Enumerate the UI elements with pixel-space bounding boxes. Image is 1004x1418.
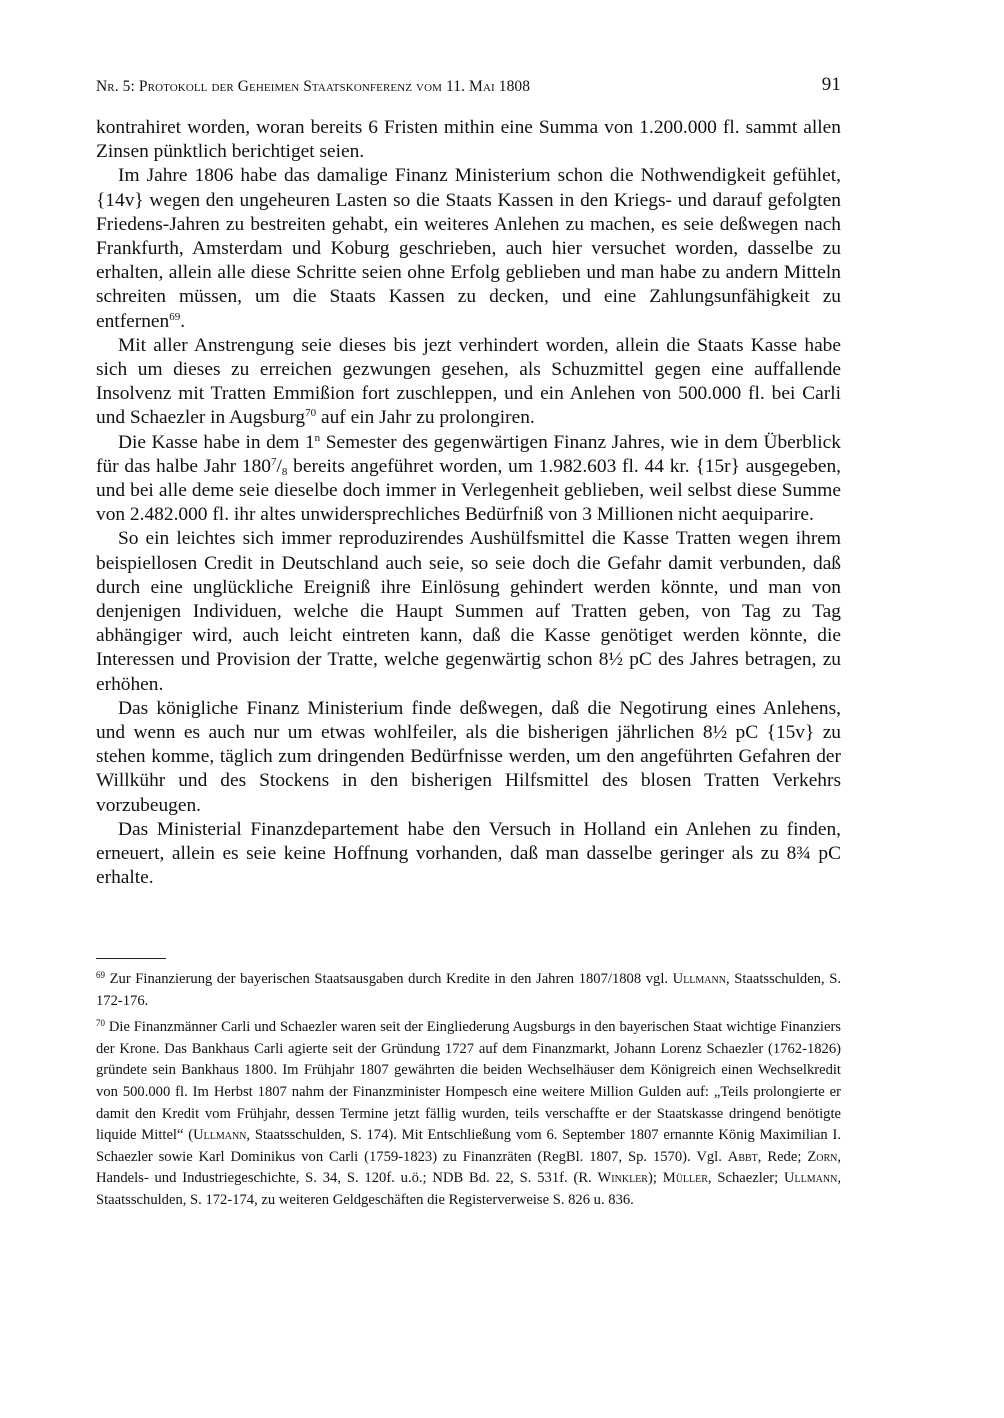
paragraph-6 (96, 697, 841, 818)
page-number: 91 (821, 74, 841, 95)
footnote-ref-69[interactable]: 69 (169, 310, 181, 323)
footnote-69-text-b: , Staatsschulden, S. 172-176. (96, 971, 841, 1009)
paragraph-4-text-b: Semester des gegenwärtigen Finanz Jahres, wie in dem Überblick für das halbe Jahr 180 (96, 431, 841, 477)
paragraph-3-end: auf ein Jahr zu prolongiren. (316, 407, 535, 429)
running-header (96, 74, 841, 100)
ordinal-superscript: n (314, 431, 321, 444)
footnote-70-text-c: , Rede; (757, 1148, 808, 1165)
paragraph-2 (96, 164, 841, 333)
footnote-70-text-f: , Schaezler; (707, 1170, 784, 1187)
paragraph-5 (96, 527, 841, 696)
paragraph-7-text: Das Ministerial Finanzdepartement habe den Versuch in Holland ein Anlehen zu finden, erneuert, allein es seie keine Hoffnung vorhanden, daß man dasselbe geringer als zu 8¾ pC erhalte. (96, 818, 841, 889)
paragraph-4 (96, 431, 841, 528)
paragraph-1-text: kontrahiret worden, woran bereits 6 Fristen mithin eine Summa von 1.200.000 fl. sammt allen Zinsen pünktlich berichtiget seien. (96, 117, 841, 163)
footnote-70 (96, 1017, 841, 1211)
paragraph-1 (96, 116, 841, 164)
paragraph-4-text-a: Die Kasse habe in dem 1 (118, 431, 315, 453)
paragraph-4-text-c: bereits angeführet worden, um 1.982.603 fl. 44 kr. {15r} ausgegeben, und bei alle deme seie dieselbe doch immer in Verlegenheit geblieben, weil selbst diese Summe von 2.482.000 fl. ihr altes unwidersprechliches Bedürfniß von 3 Millionen nicht aequiparire. (96, 455, 841, 526)
footnote-69-author: Ullmann (672, 971, 726, 987)
footnote-70-text-g: , Staatsschulden, S. 172-174, zu weiteren Geldgeschäften die Registerverweise S. 826 u. 836. (96, 1170, 841, 1208)
paragraph-5-text: So ein leichtes sich immer reproduzirendes Aushülfsmittel die Kasse Tratten wegen ihrem beispiellosen Credit in Deutschland auch seie, so seie doch die Gefahr damit verbunden, daß durch eine unglückliche Ereigniß ihre Einlösung gehindert werden könnte, und man von denjenigen Individuen, welche die Haupt Summen auf Tratten geben, von Tag zu Tag abhängiger wird, auch leicht eintreten kann, daß die Kasse genötiget werden könnte, die Interessen und Provision der Tratte, welche gegenwärtig schon 8½ pC des Jahres betragen, zu erhöhen. (96, 528, 841, 695)
footnote-70-author-1: Ullmann (193, 1127, 247, 1144)
paragraph-2-end: . (180, 310, 186, 332)
footnote-70-author-6: Ullmann (784, 1170, 838, 1187)
fraction-numerator: 7 (271, 455, 277, 468)
footnote-divider (96, 958, 166, 959)
footnote-70-text-b: , Staatsschulden, S. 174). Mit Entschließung vom 6. September 1807 ernannte König Maximilian I. Schaezler sowie Karl Dominikus von Carli (1759-1823) zu Finanzräten (RegBl. 1807, Sp. 1570). Vgl. (96, 1127, 841, 1165)
footnote-70-text-e: ); (647, 1170, 663, 1187)
footnote-ref-70[interactable]: 70 (305, 407, 317, 420)
paragraph-7 (96, 818, 841, 891)
running-title: Nr. 5: Protokoll der Geheimen Staatskonferenz vom 11. Mai 1808 (96, 78, 531, 95)
footnote-69-text-a: Zur Finanzierung der bayerischen Staatsausgaben durch Kredite in den Jahren 1807/1808 vgl. (105, 971, 673, 987)
fraction-denominator: 8 (281, 465, 288, 478)
paragraph-3 (96, 334, 841, 431)
paragraph-2-text: Im Jahre 1806 habe das damalige Finanz Ministerium schon die Nothwendigkeit gefühlet, {14v} wegen den ungeheuren Lasten so die Staats Kassen in den Kriegs- und darauf gefolgten Friedens-Jahren zu bestreiten gehabt, ein weiteres Anlehen zu machen, es seie deßwegen nach Frankfurth, Amsterdam und Koburg geschrieben, auch hier versuchet worden, dasselbe zu erhalten, allein alle diese Schritte seien ohne Erfolg geblieben und man habe zu andern Mitteln schreiten müssen, um die Staats Kassen zu decken, und eine Zahlungsunfähigkeit zu entfernen (96, 165, 841, 332)
footnote-69-number: 69 (96, 970, 105, 980)
footnote-70-author-2: Abbt (727, 1148, 758, 1165)
paragraph-3-text: Mit aller Anstrengung seie dieses bis jezt verhindert worden, allein die Staats Kasse habe sich um dieses zu erreichen gezwungen gesehen, als Schuzmittel gegen eine auffallende Insolvenz mit Tratten Emmißion fort zuschleppen, und ein Anlehen von 500.000 fl. bei Carli und Schaezler in Augsburg (96, 334, 841, 429)
footnote-70-text-a: Die Finanzmänner Carli und Schaezler waren seit der Eingliederung Augsburgs in den bayerischen Staat wichtige Finanziers der Krone. Das Bankhaus Carli agierte seit der Gründung 1727 auf dem Finanzmarkt, Johann Lorenz Schaezler (1762-1826) gründete sein Bankhaus 1800. Im Frühjahr 1807 gewährten die beiden Wechselhäuser dem Königreich einen Wechselkredit von 500.000 fl. Im Herbst 1807 nahm der Finanzminister Hompesch eine weitere Million Gulden auf: „Teils prolongierte er damit den Kredit vom Frühjahr, dessen Termine jetzt fällig wurden, teils verschaffte er der Staatskasse dringend benötigte liquide Mittel“ ( (96, 1019, 841, 1144)
footnote-70-text-d: , Handels- und Industriegeschichte, S. 34, S. 120f. u.ö.; NDB Bd. 22, S. 531f. (R. (96, 1148, 841, 1187)
paragraph-6-text: Das königliche Finanz Ministerium finde deßwegen, daß die Negotirung eines Anlehens, und wenn es auch nur um etwas wohlfeiler, als die bisherigen jährlichen 8½ pC {15v} zu stehen komme, täglich zum dringenden Bedürfnisse werden, um den angeführten Gefahren der Willkühr und des Stockens in den bisherigen Hilfsmittel des blosen Tratten Verkehrs vorzubeugen. (96, 697, 841, 816)
footnotes (96, 969, 841, 1217)
footnote-69 (96, 969, 841, 1012)
footnote-70-author-3: Zorn (807, 1148, 838, 1165)
main-text (96, 116, 841, 891)
footnote-70-number: 70 (96, 1018, 105, 1029)
footnote-70-author-4: Winkler (597, 1170, 648, 1187)
fraction-slash: / (276, 455, 282, 477)
footnote-70-author-5: Müller (662, 1170, 708, 1187)
